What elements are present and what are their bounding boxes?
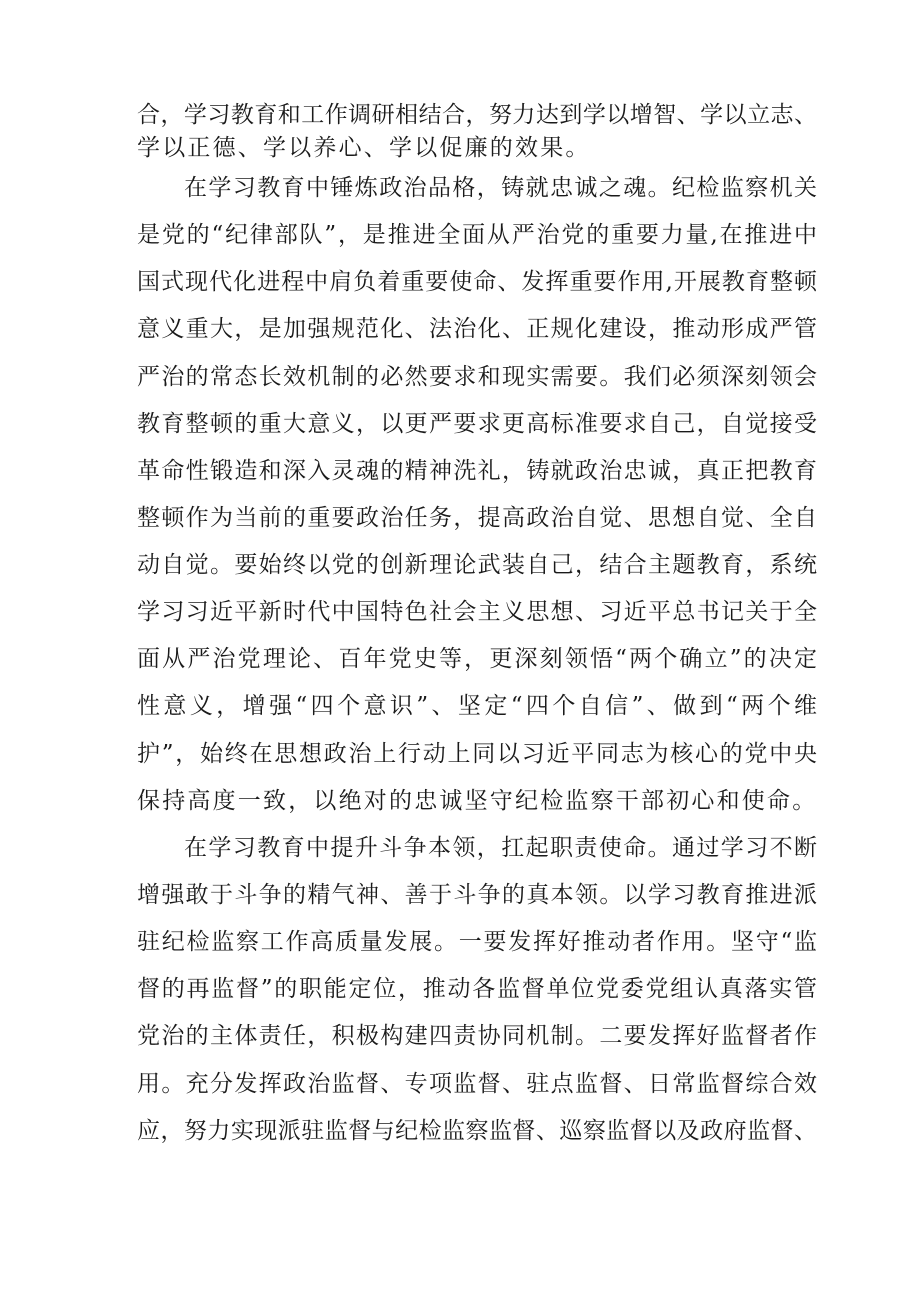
paragraph-2-line-1: 在学习教育中锤炼政治品格，铸就忠诚之魂。纪检监察机关 [184, 175, 817, 201]
paragraph-1-line-1: 合，学习教育和工作调研相结合，努力达到学以增智、学以立志、 [137, 102, 817, 128]
paragraph-1-line-2: 学以正德、学以养心、学以促廉的效果。 [137, 135, 591, 161]
paragraph-2-line-2: 是党的“纪律部队”，是推进全面从严治党的重要力量,在推进中 [137, 222, 817, 248]
paragraph-2-line-9: 动自觉。要始终以党的创新理论武装自己，结合主题教育，系统 [137, 552, 817, 578]
paragraph-2-line-6: 教育整顿的重大意义，以更严要求更高标准要求自己，自觉接受 [137, 411, 817, 437]
paragraph-3-line-5: 党治的主体责任，积极构建四责协同机制。二要发挥好监督者作 [137, 1023, 817, 1049]
paragraph-3-line-3: 驻纪检监察工作高质量发展。一要发挥好推动者作用。坚守“监 [137, 929, 817, 955]
paragraph-2-line-4: 意义重大，是加强规范化、法治化、正规化建设，推动形成严管 [137, 316, 817, 342]
paragraph-3-line-2: 增强敢于斗争的精气神、善于斗争的真本领。以学习教育推进派 [137, 882, 817, 908]
paragraph-3-line-7: 应，努力实现派驻监督与纪检监察监督、巡察监督以及政府监督、 [137, 1118, 817, 1144]
paragraph-2-line-7: 革命性锻造和深入灵魂的精神洗礼，铸就政治忠诚，真正把教育 [137, 458, 817, 484]
paragraph-3-line-6: 用。充分发挥政治监督、专项监督、驻点监督、日常监督综合效 [137, 1071, 817, 1097]
paragraph-2-line-11: 面从严治党理论、百年党史等，更深刻领悟“两个确立”的决定 [137, 646, 817, 672]
paragraph-3-line-4: 督的再监督”的职能定位，推动各监督单位党委党组认真落实管 [137, 976, 817, 1002]
paragraph-2-line-13: 护”，始终在思想政治上行动上同以习近平同志为核心的党中央 [137, 741, 817, 767]
paragraph-2-line-14: 保持高度一致，以绝对的忠诚坚守纪检监察干部初心和使命。 [137, 788, 818, 814]
paragraph-2-line-5: 严治的常态长效机制的必然要求和现实需要。我们必须深刻领会 [137, 364, 817, 390]
paragraph-3-line-1: 在学习教育中提升斗争本领，扛起职责使命。通过学习不断 [184, 835, 817, 861]
paragraph-2-line-12: 性意义，增强“四个意识”、坚定“四个自信”、做到“两个维 [137, 693, 817, 719]
paragraph-2-line-3: 国式现代化进程中肩负着重要使命、发挥重要作用,开展教育整顿 [137, 269, 817, 295]
paragraph-2-line-8: 整顿作为当前的重要政治任务，提高政治自觉、思想自觉、全自 [137, 505, 817, 531]
paragraph-2-line-10: 学习习近平新时代中国特色社会主义思想、习近平总书记关于全 [137, 599, 817, 625]
